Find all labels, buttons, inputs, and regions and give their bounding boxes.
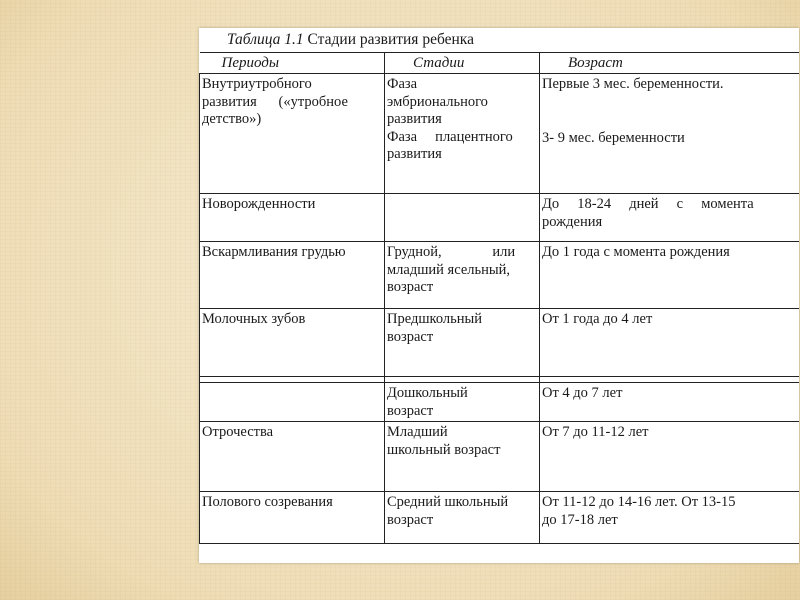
table-row — [200, 383, 800, 422]
header-periods: Периоды — [200, 53, 385, 74]
table-header-row — [200, 53, 800, 74]
header-age: Возраст — [540, 53, 800, 74]
period-text: Новорожденности — [202, 196, 316, 212]
period-text: Молочных зубов — [202, 311, 306, 327]
age-text: рождения — [542, 213, 603, 230]
age-cell — [540, 422, 800, 492]
age-text: до 17-18 лет — [542, 511, 618, 528]
stage-text: возраст — [387, 511, 434, 528]
table-row — [200, 242, 800, 309]
header-stages: Стадии — [385, 53, 540, 74]
stage-text: Предшкольный — [387, 311, 482, 327]
stage-text: Грудной, или — [387, 244, 516, 260]
period-text: Полового созревания — [202, 494, 333, 510]
table-row — [200, 309, 800, 377]
table-row — [200, 194, 800, 242]
table-row — [200, 422, 800, 492]
table-row — [200, 74, 800, 194]
age-cell — [540, 492, 800, 544]
development-stages-table — [199, 52, 799, 544]
period-text: развития («утробное — [202, 93, 348, 110]
period-text: детство») — [202, 111, 262, 127]
age-text: От 7 до 11-12 лет — [542, 424, 649, 440]
period-text: Внутриутробного — [202, 76, 312, 92]
stage-cell — [385, 383, 540, 422]
stage-text: Младший — [387, 424, 448, 440]
age-cell — [540, 383, 800, 422]
stage-text: Фаза — [387, 76, 418, 92]
period-cell — [200, 309, 385, 377]
stage-text: Средний школьный — [387, 494, 509, 510]
table-row — [200, 492, 800, 544]
stage-cell — [385, 74, 540, 194]
period-text: Отрочества — [202, 424, 274, 440]
table-number: Таблица 1.1 — [227, 31, 304, 48]
table-caption — [199, 28, 799, 52]
period-cell — [200, 194, 385, 242]
stage-cell — [385, 242, 540, 309]
period-cell — [200, 383, 385, 422]
period-cell — [200, 74, 385, 194]
stage-cell — [385, 492, 540, 544]
stage-text: младший ясельный, — [387, 261, 510, 278]
period-cell — [200, 492, 385, 544]
stage-text: возраст — [387, 279, 434, 295]
stage-text: школьный возраст — [387, 441, 501, 458]
stage-text: развития — [387, 111, 442, 127]
stage-text: возраст — [387, 328, 434, 345]
period-cell — [200, 422, 385, 492]
age-text: От 11-12 до 14-16 лет. От 13-15 — [542, 494, 736, 510]
age-text: 3- 9 мес. беременности — [542, 129, 685, 146]
stage-text: развития — [387, 146, 442, 162]
period-cell — [200, 242, 385, 309]
age-cell — [540, 242, 800, 309]
age-cell — [540, 74, 800, 194]
period-text: Вскармливания грудью — [202, 244, 346, 260]
age-cell — [540, 309, 800, 377]
age-cell — [540, 194, 800, 242]
table-title: Стадии развития ребенка — [307, 31, 474, 48]
age-text: Первые 3 мес. беременности. — [542, 76, 724, 92]
age-text: До 1 года с момента рождения — [542, 244, 730, 260]
stage-cell — [385, 309, 540, 377]
age-text: От 4 до 7 лет — [542, 385, 623, 401]
stage-text: возраст — [387, 402, 434, 419]
stage-cell — [385, 194, 540, 242]
document-page — [199, 28, 799, 563]
age-text: От 1 года до 4 лет — [542, 311, 653, 327]
stage-text: Дошкольный — [387, 385, 468, 401]
stage-text: эмбрионального — [387, 93, 488, 110]
age-text: До 18-24 дней с момента — [542, 196, 754, 212]
stage-cell — [385, 422, 540, 492]
stage-text: Фаза плацентного — [387, 128, 513, 145]
